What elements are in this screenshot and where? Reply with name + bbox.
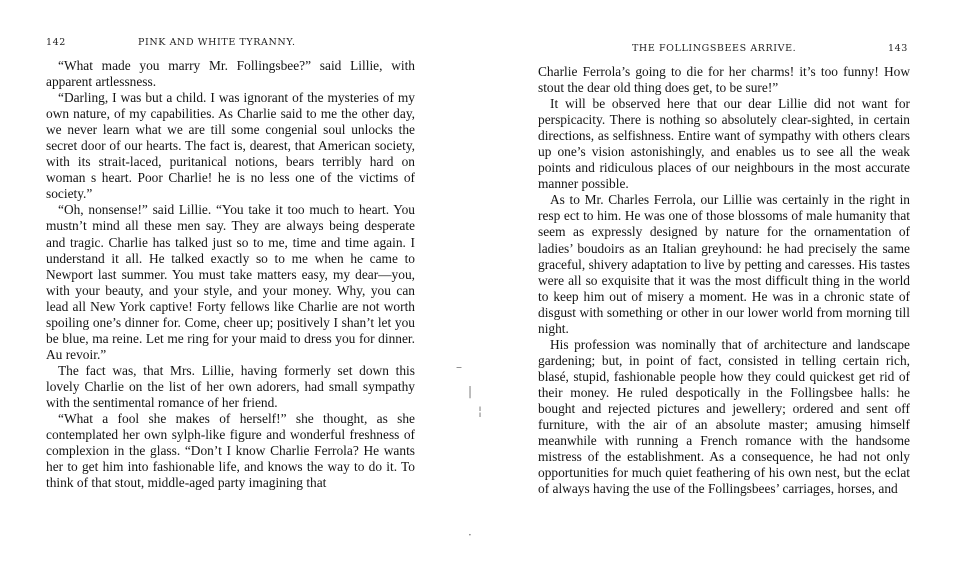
paragraph: “What made you marry Mr. Follingsbee?” said Lillie, with apparent artlessness.: [46, 58, 415, 90]
left-page: [0, 0, 473, 581]
left-body-text: [46, 58, 415, 491]
gutter-speck: ¦: [478, 404, 483, 418]
paragraph: “Darling, I was but a child. I was ignorant of the mysteries of my own nature, of my capabilities. As Charlie said to me the other day, we never learn what we are till some congenial soul unlocks the secret door of our hearts. The fact is, dearest, that American society, with its strait-laced, puritanical notions, bears terribly hard on woman s heart. Poor Charlie! he is no less one of the victims of society.”: [46, 90, 415, 202]
left-running-head: PINK AND WHITE TYRANNY.: [138, 37, 296, 48]
right-body-text: [538, 64, 910, 497]
paragraph: “Oh, nonsense!” said Lillie. “You take it too much to heart. You mustn’t mind all these men say. They are always being desperate and tragic. Charlie has talked just so to me, time and time again. I understand it all. He talked exactly so to me when he came to Newport last summer. You must take matters easy, my dear—you, with your beauty, and your style, and your money. Why, you can lead all New York captive! Forty fellows like Charlie are not worth spoiling one’s dinner for. Come, cheer up; positively I shan’t let you be blue, ma reine. Let me ring for your maid to dress you for dinner. Au revoir.”: [46, 202, 415, 362]
paragraph: Charlie Ferrola’s going to die for her charms! it’s too funny! How stout the dear old thing does get, to be sure!”: [538, 64, 910, 96]
paragraph: As to Mr. Charles Ferrola, our Lillie was certainly in the right in resp ect to him. He was one of those blossoms of male humanity that seem as expressly designed by nature for the ornamentation of ladies’ boudoirs as an Italian greyhound: he had precisely the same graceful, shivery adaptation to live by petting and caresses. His tastes were all so exquisite that it was the most difficult thing in the world to keep him out of misery a moment. He was in a chronic state of disgust with something or other in our lower world from morning till night.: [538, 192, 910, 336]
paragraph: The fact was, that Mrs. Lillie, having formerly set down this lovely Charlie on the list of her own adorers, had small sympathy with the sentimental romance of her friend.: [46, 362, 415, 410]
gutter-speck: |: [468, 384, 473, 398]
gutter-speck: ·: [468, 528, 472, 542]
paragraph: “What a fool she makes of herself!” she thought, as she contemplated her own sylph-like figure and wonderful freshness of complexion in the glass. “Don’t I know Charlie Ferrola? He wants her to get him into fashionable life, and knows the way to do it. To think of that stout, middle-aged party imagining that: [46, 411, 415, 491]
gutter-speck: –: [456, 360, 462, 374]
paragraph: His profession was nominally that of architecture and landscape gardening; but, in point of fact, consisted in telling certain rich, blasé, stupid, fashionable people how they could quickest get rid of their money. He ruled despotically in the Follingsbee halls: he bought and rejected pictures and jewellery; ordered and sent off furniture, with the air of an absolute master; amusing himself meanwhile with running a French romance with the handsome mistress of the establishment. As a consequence, he had not only opportunities for much quiet feathering of his own nest, but the eclat of always having the use of the Follingsbees’ carriages, horses, and: [538, 336, 910, 497]
paragraph: It will be observed here that our dear Lillie did not want for perspicacity. There is nothing so absolutely clear-sighted, in certain directions, as selfishness. Entire want of sympathy with others clears up one’s vision astonishingly, and enables us to see all the weak points and ridiculous places of our neighbours in the most accurate manner possible.: [538, 96, 910, 192]
right-page-number: 143: [888, 43, 908, 54]
right-running-head: THE FOLLINGSBEES ARRIVE.: [632, 43, 797, 54]
left-page-number: 142: [46, 37, 66, 48]
right-page: [490, 0, 980, 581]
book-gutter: [456, 0, 490, 581]
